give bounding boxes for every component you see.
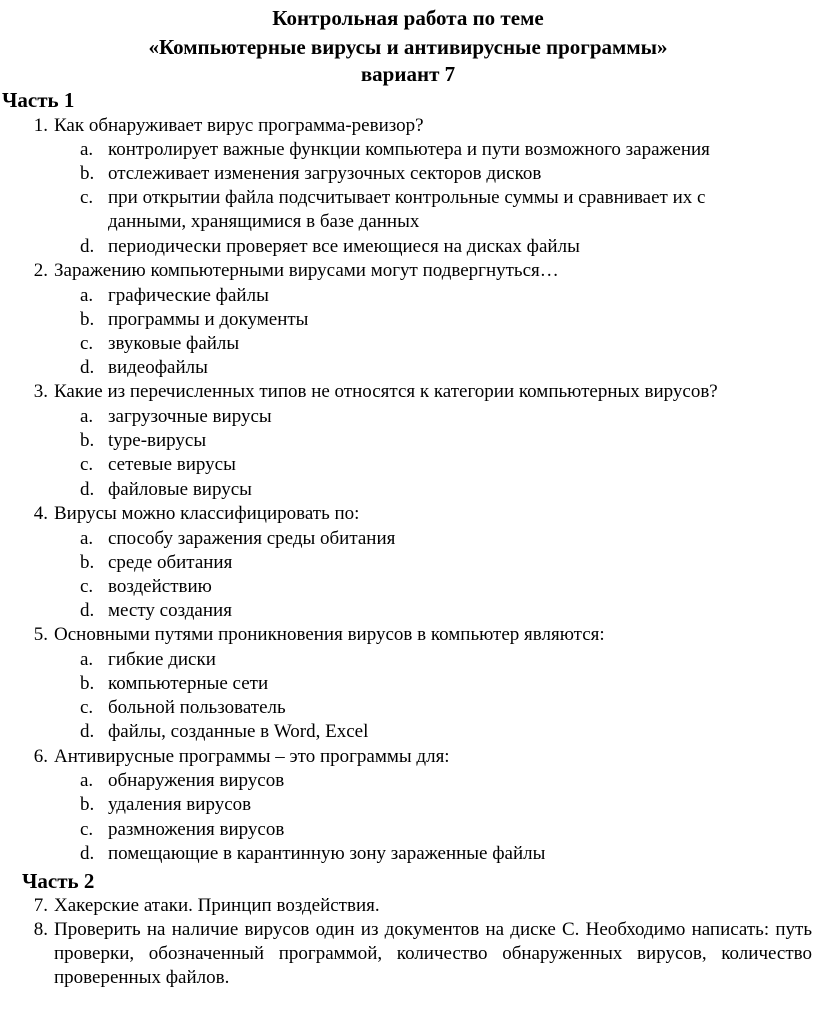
question-4 bbox=[20, 502, 359, 526]
question-1 bbox=[20, 114, 424, 138]
option-text: периодически проверяет все имеющиеся на дисках файлы bbox=[108, 236, 580, 257]
question-text: Основными путями проникновения вирусов в компьютер являются: bbox=[54, 624, 605, 645]
question-2 bbox=[20, 259, 559, 283]
question-number: 5. bbox=[33, 624, 48, 645]
option-letter: a. bbox=[80, 285, 94, 306]
option-text: воздействию bbox=[108, 576, 212, 597]
q2-option-d bbox=[80, 356, 208, 380]
option-text: обнаружения вирусов bbox=[108, 770, 285, 791]
q2-option-b bbox=[80, 308, 308, 332]
question-number: 6. bbox=[33, 746, 48, 767]
question-text: Какие из перечисленных типов не относятся к категории компьютерных вирусов? bbox=[54, 381, 718, 402]
option-text: способу заражения среды обитания bbox=[108, 528, 396, 549]
question-7 bbox=[20, 894, 380, 918]
option-letter: c. bbox=[80, 819, 94, 840]
option-letter: d. bbox=[80, 721, 95, 742]
option-text: звуковые файлы bbox=[108, 333, 240, 354]
q2-option-c bbox=[80, 332, 239, 356]
option-letter: b. bbox=[80, 309, 95, 330]
option-text: файлы, созданные в Word, Excel bbox=[108, 721, 369, 742]
option-text: контролирует важные функции компьютера и пути возможного заражения bbox=[108, 139, 710, 160]
option-letter: b. bbox=[80, 794, 95, 815]
q5-option-a bbox=[80, 648, 216, 672]
q5-option-b bbox=[80, 672, 268, 696]
question-number: 1. bbox=[33, 115, 48, 136]
option-text: файловые вирусы bbox=[108, 479, 252, 500]
option-text: графические файлы bbox=[108, 285, 269, 306]
option-text: отслеживает изменения загрузочных секторов дисков bbox=[108, 163, 542, 184]
q4-option-d bbox=[80, 599, 232, 623]
question-number: 7. bbox=[33, 895, 48, 916]
option-text: гибкие диски bbox=[108, 649, 216, 670]
question-3 bbox=[20, 380, 718, 404]
option-text: при открытии файла подсчитывает контрольные суммы и сравнивает их с данными, хранящимися в базе данных bbox=[108, 187, 706, 232]
question-6 bbox=[20, 745, 450, 769]
option-text: видеофайлы bbox=[108, 357, 208, 378]
part-2-heading: Часть 2 bbox=[22, 869, 95, 893]
q2-option-a bbox=[80, 284, 269, 308]
question-number: 8. bbox=[33, 919, 48, 940]
question-text: Как обнаруживает вирус программа-ревизор? bbox=[54, 115, 424, 136]
q4-option-a bbox=[80, 527, 395, 551]
q3-option-a bbox=[80, 405, 272, 429]
doc-title-line-2: «Компьютерные вирусы и антивирусные программы» bbox=[148, 35, 668, 59]
option-letter: c. bbox=[80, 333, 94, 354]
q4-option-c bbox=[80, 575, 212, 599]
option-letter: c. bbox=[80, 454, 94, 475]
question-text: Заражению компьютерными вирусами могут подвергнуться… bbox=[54, 260, 559, 281]
doc-title-line-3: вариант 7 bbox=[360, 62, 456, 86]
q5-option-c bbox=[80, 696, 286, 720]
question-8 bbox=[20, 918, 812, 990]
option-letter: a. bbox=[80, 649, 94, 670]
option-letter: b. bbox=[80, 163, 95, 184]
question-number: 4. bbox=[33, 503, 48, 524]
q1-option-b bbox=[80, 162, 541, 186]
q3-option-b bbox=[80, 429, 206, 453]
option-text: среде обитания bbox=[108, 552, 233, 573]
question-text: Хакерские атаки. Принцип воздействия. bbox=[54, 895, 380, 916]
option-text: размножения вирусов bbox=[108, 819, 285, 840]
q6-option-b bbox=[80, 793, 251, 817]
option-letter: a. bbox=[80, 770, 94, 791]
q3-option-d bbox=[80, 478, 252, 502]
q1-option-c bbox=[80, 186, 788, 234]
option-letter: a. bbox=[80, 528, 94, 549]
option-text: сетевые вирусы bbox=[108, 454, 236, 475]
option-text: загрузочные вирусы bbox=[108, 406, 272, 427]
option-letter: d. bbox=[80, 843, 95, 864]
option-text: компьютерные сети bbox=[108, 673, 269, 694]
option-text: type-вирусы bbox=[108, 430, 207, 451]
option-letter: b. bbox=[80, 430, 95, 451]
q6-option-d bbox=[80, 842, 545, 866]
option-letter: d. bbox=[80, 357, 95, 378]
question-number: 3. bbox=[33, 381, 48, 402]
q4-option-b bbox=[80, 551, 232, 575]
question-5 bbox=[20, 623, 605, 647]
q1-option-a bbox=[80, 138, 710, 162]
option-letter: d. bbox=[80, 479, 95, 500]
doc-title-line-1: Контрольная работа по теме bbox=[272, 6, 544, 30]
option-letter: a. bbox=[80, 139, 94, 160]
option-letter: d. bbox=[80, 600, 95, 621]
q5-option-d bbox=[80, 720, 368, 744]
question-text: Проверить на наличие вирусов один из документов на диске С. Необходимо написать: путь проверки, обозначенный программой, количество обнаруженных вирусов, количество проверенных файлов. bbox=[54, 919, 812, 988]
option-text: месту создания bbox=[108, 600, 232, 621]
question-number: 2. bbox=[33, 260, 48, 281]
option-letter: c. bbox=[80, 697, 94, 718]
option-text: удаления вирусов bbox=[108, 794, 252, 815]
option-text: программы и документы bbox=[108, 309, 309, 330]
q1-option-d bbox=[80, 235, 580, 259]
q3-option-c bbox=[80, 453, 236, 477]
option-letter: b. bbox=[80, 673, 95, 694]
q6-option-c bbox=[80, 818, 284, 842]
option-letter: a. bbox=[80, 406, 94, 427]
option-text: больной пользователь bbox=[108, 697, 286, 718]
question-text: Антивирусные программы – это программы для: bbox=[54, 746, 450, 767]
q6-option-a bbox=[80, 769, 284, 793]
option-letter: c. bbox=[80, 187, 94, 208]
question-text: Вирусы можно классифицировать по: bbox=[54, 503, 360, 524]
part-1-heading: Часть 1 bbox=[2, 88, 75, 112]
option-letter: b. bbox=[80, 552, 95, 573]
option-text: помещающие в карантинную зону зараженные файлы bbox=[108, 843, 546, 864]
option-letter: c. bbox=[80, 576, 94, 597]
option-letter: d. bbox=[80, 236, 95, 257]
